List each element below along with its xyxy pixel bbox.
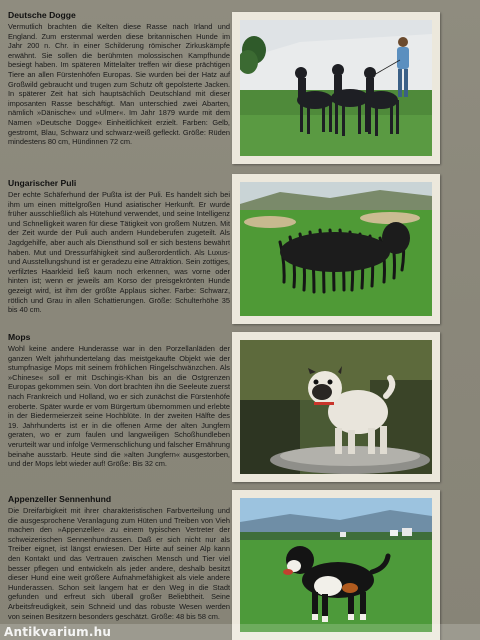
entry-title: Ungarischer Puli: [8, 178, 77, 188]
pug-photo: [240, 340, 432, 474]
entry-mops: [8, 332, 230, 469]
entry-text: Die Dreifarbigkeit mit ihrer charakteristischen Farbverteilung und die ausgesprochene Veranlagung zum Hüten und Treiben von Vieh machen den »Appenzeller« zu einem typischen Vertreter der schweizerischen Sennenhundrassen. Daß er sich nicht nur als Treiber eignet, ist längst erwiesen. Der Hirte auf seiner Alp kann den Kontakt und das Vertrauen zwischen Mensch und Tier viel besser pflegen und entwickeln als jeder andere, deshalb besitzt dieser Hund eine weit größere Aufnahmefähigkeit als viele andere Hunderassen. Schon seit langem hat er den Weg in die Stadt gefunden und erfreut sich überall großer Beliebtheit. Seine Arbeitsfreudigkeit, sein Schneid und das robuste Wesen werden von seinen Besitzern besonders geschätzt. Größe: 48 bis 58 cm.: [8, 506, 230, 621]
photo-card-ungarischer-puli: [232, 174, 440, 324]
photo-card-mops: [232, 332, 440, 482]
entry-text: Wohl keine andere Hunderasse war in den Porzellanläden der ganzen Welt jahrhundertelang das meistgekaufte Objekt wie der stumpfnasige Mops mit seinem fröhlichen Ringelschwänzchen. Als »Chinese« soll er mit Dschingis-Khan bis an die Ostgrenzen Europas gekommen sein. Von dort brachten ihn die Seeleute zuerst nach Frankreich und Holland, wo er sich zunächst die Fürstenhöfe eroberte. Später wurde er vom Bürgertum übernommen und erlebte in der Biedermeierzeit seine Hochblüte. In der zweiten Hälfte des 19. Jahrhunderts ist er in die offenen Arme der alten Jungfern geraten, wo er zum faulen und langweiligen Schoßhundleben verurteilt war und infolge Vermenschlichung und falscher Ernährung beinahe ausstarb. Heute sind die »alten Jungfern« ausgestorben, und der Mops lebt wieder auf! Größe: Bis 32 cm.: [8, 344, 230, 469]
entry-title: Mops: [8, 332, 31, 342]
entry-deutsche-dogge: [8, 10, 230, 147]
entry-title: Deutsche Dogge: [8, 10, 76, 20]
entry-text: Der echte Schäferhund der Pußta ist der Puli. Es handelt sich bei ihm um einen mittelgroßen Hund asiatischer Herkunft. Er wurde früher ausschließlich als Hütehund verwendet, und seine Intelligenz und Schnelligkeit waren für diese Tätigkeit von großem Nutzen. Mit der Zeit wurde der Puli auch andern Hundeberufen zugeteilt. Als Jagdgehilfe, aber auch als Diensthund soll er sich bestens bewährt haben. Mut und Dressurfähigkeit sind außerordentlich. Als Luxus- und Ausstellungshund ist er geradezu eine Attraktion. Sein zottiges, verfilztes Haarkleid ließ kaum noch erkennen, was vorne oder hinten ist; wenn er jeweils am Korso der preisgekrönten Hunde gezeigt wird, ist ihm der größte Applaus sicher. Farbe: Schwarz, rötlich und Grau in allen Schattierungen. Größe: Schulterhöhe 35 bis 40 cm.: [8, 190, 230, 315]
appenzeller-photo: [240, 498, 432, 632]
entry-title: Appenzeller Sennenhund: [8, 494, 112, 504]
photo-card-deutsche-dogge: [232, 12, 440, 164]
photo-card-appenzeller-sennenhund: [232, 490, 440, 640]
puli-photo: [240, 182, 432, 316]
watermark: [0, 624, 480, 640]
great-dane-photo: [240, 20, 432, 156]
watermark-text: Antikvarium.hu: [4, 625, 112, 639]
entry-ungarischer-puli: [8, 178, 230, 315]
entry-appenzeller-sennenhund: [8, 494, 230, 621]
entry-text: Vermutlich brachten die Kelten diese Rasse nach Irland und England. Zum erstenmal werden diese britannischen Hunde im Jahr 200 n. Chr. in einer Schilderung römischer Zirkuskämpfe erwähnt. Sie sollen die berühmten molossischen Kampfhunde besiegt haben. Im späteren Mittelalter treffen wir diese prächtigen Tiere an allen Fürstenhöfen Europas. Sie wurden bei der Hatz auf Großwild gebraucht und trugen zum Schutz oft gepolsterte Jacken. In späterer Zeit hat sich hauptsächlich Deutschland mit dieser imposanten Rasse beschäftigt. Man unterschied zwei Abarten, nämlich »Dänische« und »Ulmer«. Im Jahr 1879 wurde mit dem Namen »Deutsche Dogge« Einheitlichkeit erzielt. Farben: Gelb, gestromt, Blau, Schwarz und schwarz-weiß gefleckt. Größe: Rüden mindestens 80 cm, Hündinnen 72 cm.: [8, 22, 230, 147]
